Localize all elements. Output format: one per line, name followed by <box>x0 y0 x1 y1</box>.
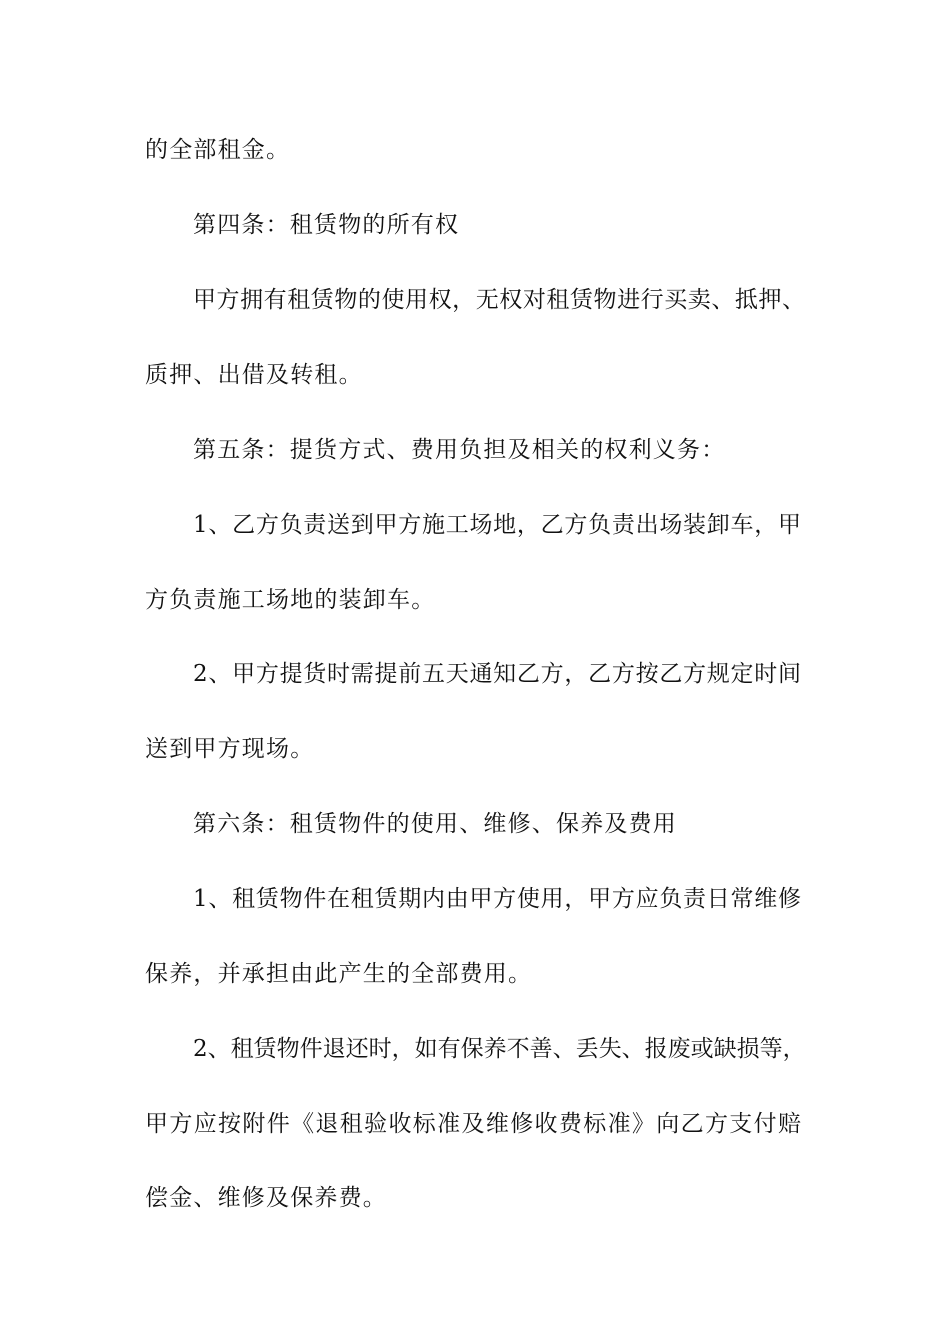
section-heading: 第四条：租赁物的所有权 <box>193 212 460 238</box>
text-line: 甲方拥有租赁物的使用权，无权对租赁物进行买卖、抵押、 <box>193 287 805 313</box>
text-line: 2、租赁物件退还时，如有保养不善、丢失、报废或缺损等， <box>193 1036 806 1062</box>
text-line: 质押、出借及转租。 <box>145 362 363 388</box>
text-line: 2、甲方提货时需提前五天通知乙方，乙方按乙方规定时间 <box>193 661 801 687</box>
text-line: 方负责施工场地的装卸车。 <box>145 587 436 613</box>
section-heading: 第六条：租赁物件的使用、维修、保养及费用 <box>193 811 677 837</box>
text-line: 甲方应按附件《退租验收标准及维修收费标准》向乙方支付赔 <box>145 1111 801 1137</box>
text-line: 的全部租金。 <box>145 137 291 163</box>
text-line: 送到甲方现场。 <box>145 736 315 762</box>
text-line: 保养，并承担由此产生的全部费用。 <box>145 961 533 987</box>
section-heading: 第五条：提货方式、费用负担及相关的权利义务： <box>193 437 726 463</box>
text-line: 1、乙方负责送到甲方施工场地，乙方负责出场装卸车，甲 <box>193 512 801 538</box>
text-line: 1、租赁物件在租赁期内由甲方使用，甲方应负责日常维修 <box>193 886 801 912</box>
text-line: 偿金、维修及保养费。 <box>145 1185 387 1211</box>
